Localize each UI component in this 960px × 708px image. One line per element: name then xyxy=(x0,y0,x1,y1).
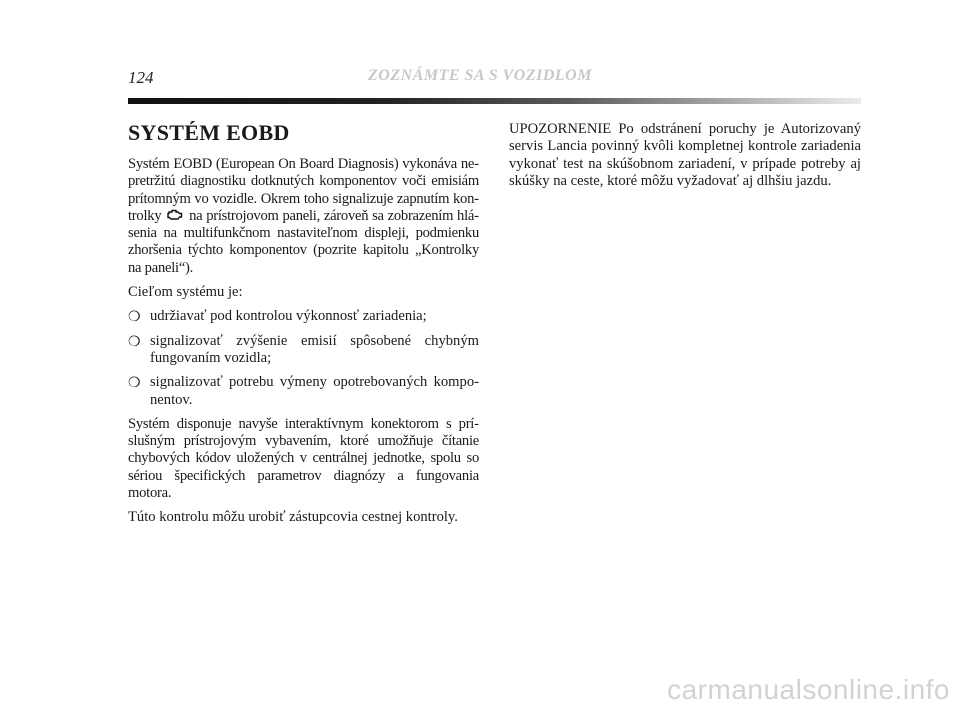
notice-paragraph: UPOZORNENIE Po odstránení poruchy je Autorizovaný servis Lancia povinný kvôli kompletnej kontrole zariadenia vykonať test na skúšobnom zariadení, v prípade potreby aj skúšky na ceste, ktoré môžu vyžadovať aj dlhšiu jazdu. xyxy=(509,121,861,189)
page-number: 124 xyxy=(128,68,154,87)
intro-paragraph xyxy=(128,156,479,277)
goals-list xyxy=(128,308,479,408)
connector-paragraph: Systém disponuje navyše interaktívnym konektorom s príslušným prístrojovým vybavením, ktoré umožňuje čítanie chybových kódov uložených v centrálnej jednotke, spolu so sériou špecifických parametrov diagnózy a fungovania motora. xyxy=(128,415,479,502)
right-column xyxy=(509,121,861,197)
list-item-text: udržiavať pod kontrolou výkonnosť zariadenia; xyxy=(150,308,427,325)
list-item-text: signalizovať potrebu výmeny opotrebovaných komponentov. xyxy=(150,374,479,408)
section-title: SYSTÉM EOBD xyxy=(128,120,290,145)
watermark: carmanualsonline.info xyxy=(667,674,950,705)
intro-text-part1: Systém EOBD (European On Board Diagnosis) vykonáva nepretržitú diagnostiku dotknutých komponentov voči emisiám prítomným vo vozidle. Okrem toho signalizuje zapnutím kontrolky xyxy=(128,156,479,224)
list-item xyxy=(128,374,479,409)
engine-warning-lamp-icon xyxy=(167,209,183,221)
bullet-icon: ❍ xyxy=(128,310,141,326)
closing-paragraph: Túto kontrolu môžu urobiť zástupcovia cestnej kontroly. xyxy=(128,509,458,526)
running-title: ZOZNÁMTE SA S VOZIDLOM xyxy=(368,67,592,84)
intro-text-part2: na prístrojovom paneli, zároveň sa zobrazením hlásenia na multifunkčnom nastaviteľnom displeji, podmienku zhoršenia týchto komponentov (pozrite kapitolu „Kontrolky na paneli“). xyxy=(128,207,479,276)
header-rule xyxy=(128,98,861,104)
left-column xyxy=(128,120,479,534)
list-item xyxy=(128,308,479,325)
bullet-icon: ❍ xyxy=(128,376,141,392)
list-item-text: signalizovať zvýšenie emisií spôsobené chybným fungovaním vozidla; xyxy=(150,332,479,366)
list-item xyxy=(128,333,479,368)
bullet-icon: ❍ xyxy=(128,334,141,350)
goals-intro: Cieľom systému je: xyxy=(128,284,243,301)
